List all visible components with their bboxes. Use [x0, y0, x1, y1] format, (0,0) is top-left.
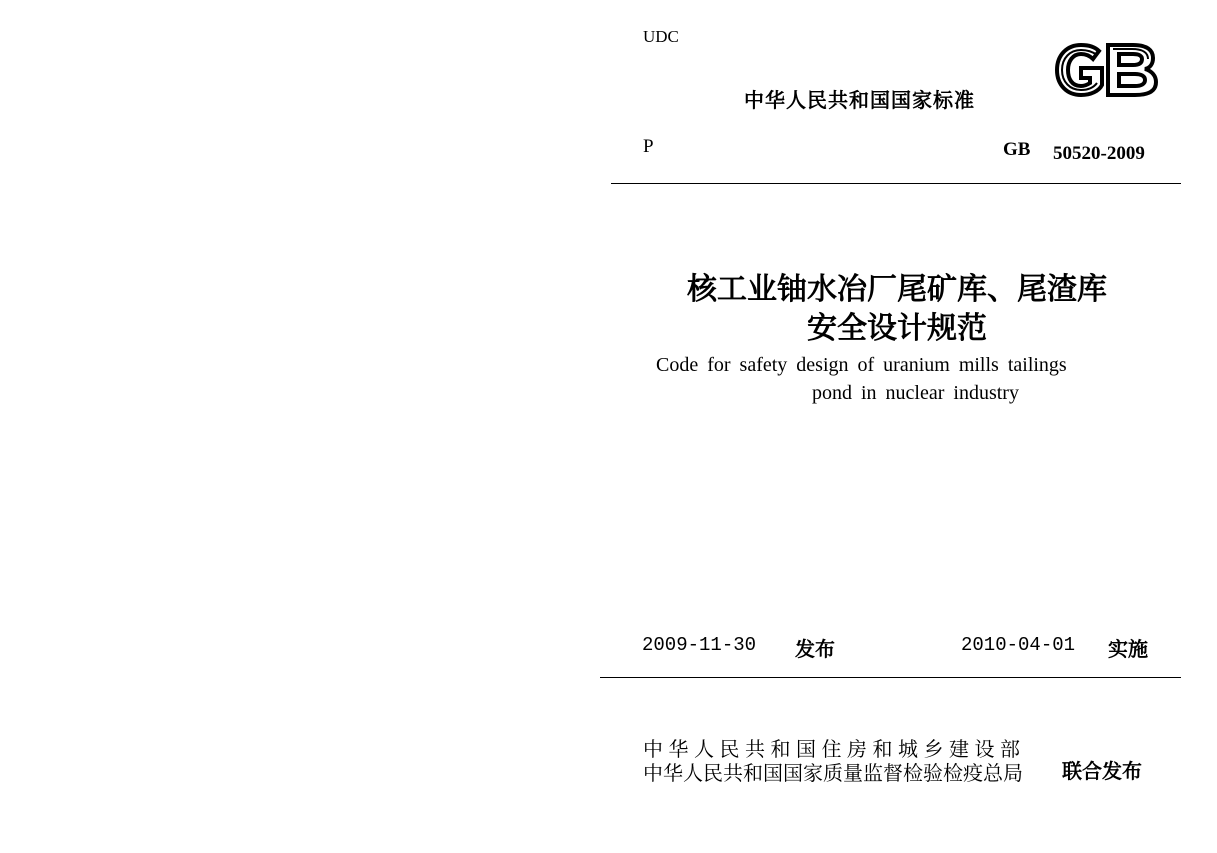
issue-label: 发布	[795, 637, 835, 661]
title-chinese-line2: 安全设计规范	[807, 311, 987, 346]
bottom-divider	[600, 677, 1181, 678]
implement-label: 实施	[1108, 637, 1148, 661]
standard-number: 50520-2009	[1053, 143, 1145, 164]
issue-date: 2009-11-30	[642, 634, 757, 656]
udc-label: UDC	[643, 27, 679, 46]
standard-type: 中华人民共和国国家标准	[744, 88, 975, 112]
gb-prefix: GB	[1003, 139, 1031, 160]
implement-date: 2010-04-01	[961, 634, 1076, 656]
gb-logo-icon	[1053, 41, 1159, 99]
classification-code: P	[643, 136, 654, 157]
title-english-line2: pond in nuclear industry	[812, 382, 1019, 404]
top-divider	[611, 183, 1181, 184]
joint-issue-label: 联合发布	[1062, 759, 1142, 783]
title-english-line1: Code for safety design of uranium mills tailings	[656, 354, 1067, 376]
issuer-aqsiq: 中华人民共和国国家质量监督检验检疫总局	[643, 761, 1023, 785]
title-chinese-line1: 核工业铀水冶厂尾矿库、尾渣库	[687, 272, 1107, 307]
issuer-ministry: 中华人民共和国住房和城乡建设部	[643, 737, 1026, 761]
